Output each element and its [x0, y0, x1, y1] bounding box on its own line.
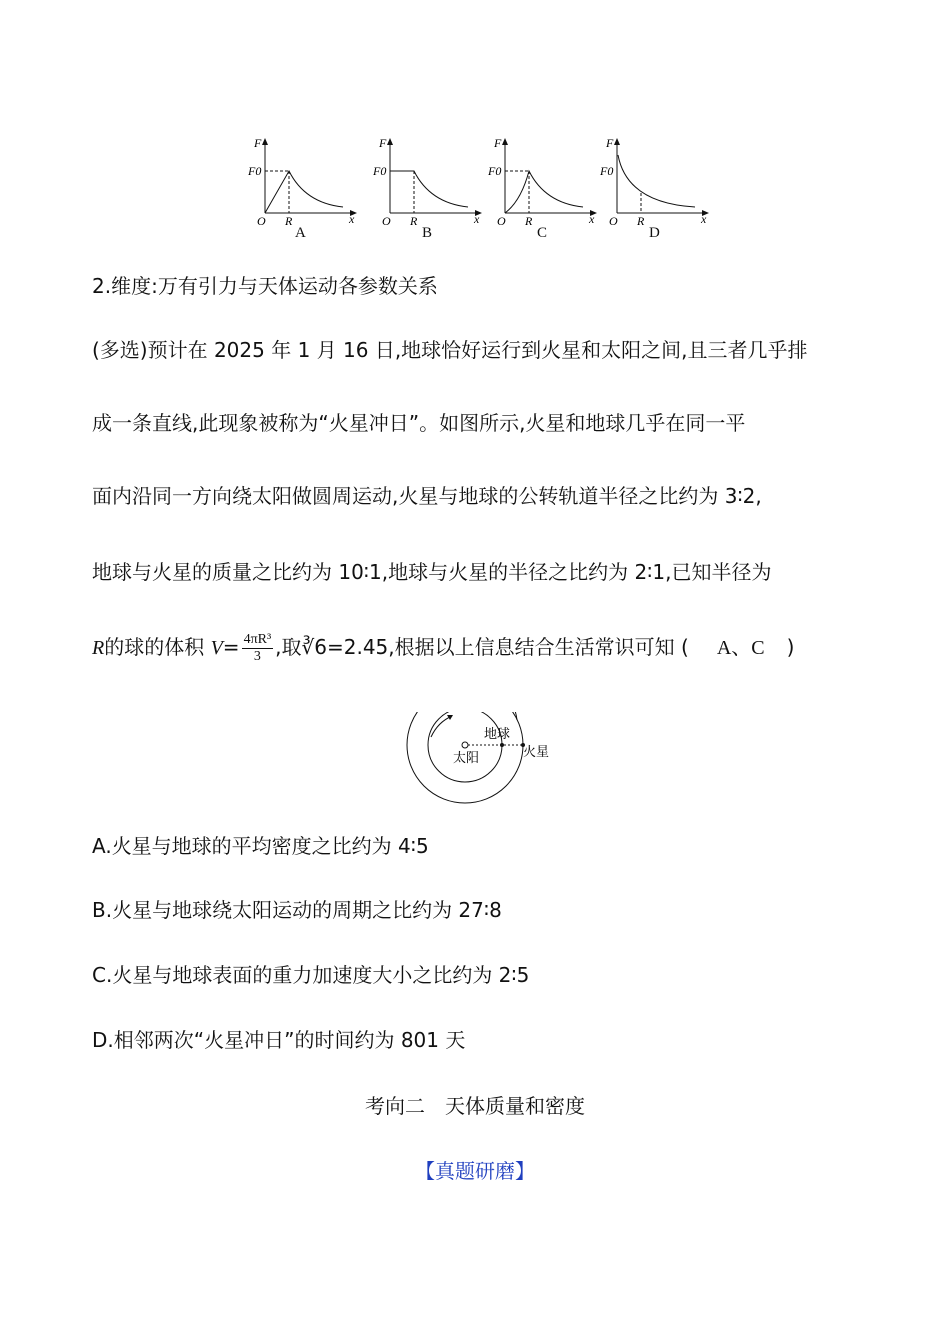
option-d: D.相邻两次“火星冲日”的时间约为 801 天 [92, 1028, 466, 1052]
question-line-1: (多选)预计在 2025 年 1 月 16 日,地球恰好运行到火星和太阳之间,且三者几乎排 [92, 338, 808, 362]
equals-sign: = [222, 635, 240, 659]
line5-text-a: 的球的体积 [104, 635, 211, 659]
graph-d-x-label: x [701, 212, 707, 225]
question-line-4: 地球与火星的质量之比约为 10∶1,地球与火星的半径之比约为 2∶1,已知半径为 [92, 560, 772, 584]
graph-d-plot [597, 135, 712, 225]
answer-text: A、C [716, 637, 765, 659]
subsection-title: 【真题研磨】 [415, 1159, 535, 1183]
graph-c-letter: C [537, 225, 548, 241]
graph-c-origin: O [497, 214, 506, 225]
orbit-diagram [405, 712, 565, 804]
graph-c-x-label: x [589, 212, 595, 225]
graph-c-f-label: F [494, 136, 502, 150]
graph-b-f0-label: F0 [373, 164, 387, 178]
fraction-numerator: 4πR³ [243, 632, 272, 647]
volume-fraction [242, 632, 274, 665]
line5-text-b: ,取∛6=2.45,根据以上信息结合生活常识可知 ( [275, 635, 689, 659]
force-graphs [245, 135, 705, 247]
question-line-2: 成一条直线,此现象被称为“火星冲日”。如图所示,火星和地球几乎在同一平 [92, 411, 746, 435]
question-line-5 [92, 632, 794, 665]
graph-c [485, 135, 595, 247]
graph-a-plot [245, 135, 360, 225]
graph-d [597, 135, 707, 247]
option-c: C.火星与地球表面的重力加速度大小之比约为 2∶5 [92, 963, 530, 987]
graph-b-x-label: x [474, 212, 480, 225]
radius-symbol: R [92, 637, 105, 659]
section-heading: 2.维度:万有引力与天体运动各参数关系 [92, 274, 438, 298]
graph-a-f0-label: F0 [248, 164, 262, 178]
graph-d-r-label: R [637, 214, 645, 225]
graph-b-r-label: R [410, 214, 418, 225]
graph-d-letter: D [649, 225, 660, 241]
graph-a-letter: A [295, 225, 306, 241]
earth-orbit [428, 712, 502, 782]
closing-paren: ) [786, 635, 795, 659]
section-title: 考向二 天体质量和密度 [365, 1094, 585, 1118]
question-line-3: 面内沿同一方向绕太阳做圆周运动,火星与地球的公转轨道半径之比约为 3∶2, [92, 484, 762, 508]
mars-label: 火星 [523, 745, 550, 760]
fraction-denominator: 3 [253, 649, 261, 664]
graph-d-f-label: F [606, 136, 614, 150]
graph-a-f-label: F [254, 136, 262, 150]
graph-a-x-label: x [349, 212, 355, 225]
graph-d-f0-label: F0 [600, 164, 614, 178]
graph-c-plot [485, 135, 600, 225]
sun-dot [462, 742, 468, 748]
volume-symbol: V [210, 637, 223, 659]
graph-b [370, 135, 480, 247]
earth-label: 地球 [484, 727, 511, 742]
graph-c-f0-label: F0 [488, 164, 502, 178]
graph-a-origin: O [257, 214, 266, 225]
inner-arrow [431, 716, 452, 737]
graph-b-origin: O [382, 214, 391, 225]
option-b: B.火星与地球绕太阳运动的周期之比约为 27∶8 [92, 898, 502, 922]
graph-d-origin: O [609, 214, 618, 225]
graph-a [245, 135, 355, 247]
graph-b-plot [370, 135, 485, 225]
earth-dot [500, 743, 504, 747]
graph-b-letter: B [422, 225, 433, 241]
graph-c-r-label: R [525, 214, 533, 225]
option-a: A.火星与地球的平均密度之比约为 4∶5 [92, 834, 429, 858]
graph-a-r-label: R [285, 214, 293, 225]
graph-b-f-label: F [379, 136, 387, 150]
sun-label: 太阳 [453, 751, 480, 766]
orbit-svg [405, 712, 565, 804]
